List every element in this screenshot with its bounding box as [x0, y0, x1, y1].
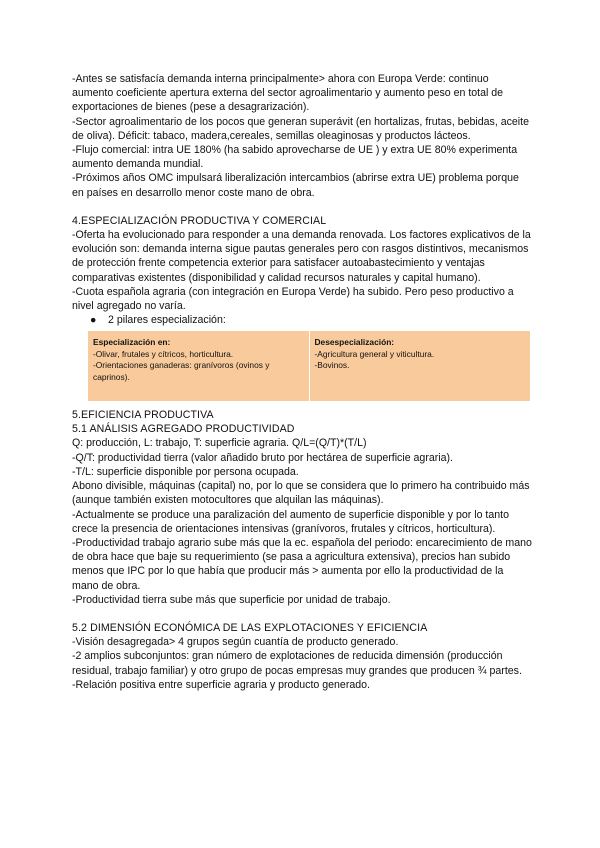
section-5-heading: 5.EFICIENCIA PRODUCTIVA	[72, 409, 214, 422]
section-5-paragraph-4: Abono divisible, máquinas (capital) no, por lo que se considera que lo primero ha contribuido más (aunque también existen motocultores que alquilan las máquinas).	[72, 480, 530, 507]
spacer	[72, 607, 532, 621]
specialization-table	[87, 330, 531, 402]
section-4-paragraph-1: -Oferta ha evolucionado para responder a una demanda renovada. Los factores explicativos de la evolución son: demanda interna sigue pautas generales pero con rasgos distintivos, mecanismos de protección frente competencia exterior para satisfacer autoabastecimiento y ventajas comparativas existentes (disponibilidad y calidad recursos naturales y capital humano).	[72, 229, 531, 284]
intro-paragraph-4: -Próximos años OMC impulsará liberalización intercambios (abrirse extra UE) problema porque en países en desarrollo menor coste mano de obra.	[72, 172, 519, 199]
section-5-2-paragraph-1: -Visión desagregada> 4 grupos según cuantía de producto generado.	[72, 636, 399, 649]
despecialization-line: -Agricultura general y viticultura.	[314, 348, 435, 359]
section-5-paragraph-7: -Productividad tierra sube más que superficie por unidad de trabajo.	[72, 593, 391, 606]
bullet-text: 2 pilares especialización:	[108, 314, 226, 327]
specialization-line: -Olivar, frutales y cítricos, horticultura.	[93, 348, 234, 359]
specialization-cell	[88, 331, 310, 402]
section-5-paragraph-5: -Actualmente se produce una paralización del aumento de superficie disponible y por lo tanto crece la presencia de orientaciones intensivas (granívoros, frutales y cítricos, horticultura).	[72, 508, 509, 535]
section-5-paragraph-3: -T/L: superficie disponible por persona ocupada.	[72, 465, 299, 478]
section-5-paragraph-2: -Q/T: productividad tierra (valor añadido bruto por hectárea de superficie agraria).	[72, 451, 453, 464]
specialization-title: Especialización en:	[93, 337, 171, 348]
section-5-2-paragraph-2: -2 amplios subconjuntos: gran número de explotaciones de reducida dimensión (producción residual, trabajo familiar) y otro grupo de pocas empresas muy grandes que producen ¾ partes.	[72, 650, 522, 677]
bullet-dot-icon: ●	[90, 314, 97, 327]
despecialization-line: -Bovinos.	[314, 360, 350, 371]
despecialization-title: Desespecialización:	[314, 337, 395, 348]
section-5-paragraph-1: Q: producción, L: trabajo, T: superficie agraria. Q/L=(Q/T)*(T/L)	[72, 437, 367, 450]
section-4-heading: 4.ESPECIALIZACIÓN PRODUCTIVA Y COMERCIAL	[72, 214, 327, 227]
intro-paragraph-2: -Sector agroalimentario de los pocos que generan superávit (en hortalizas, frutas, bebidas, aceite de oliva). Déficit: tabaco, madera,cereales, semillas oleaginosas y productos lácteos.	[72, 115, 529, 142]
section-4-paragraph-2: -Cuota española agraria (con integración en Europa Verde) ha subido. Pero peso productivo a nivel agregado no varía.	[72, 285, 514, 313]
specialization-line: -Orientaciones ganaderas: granívoros (ovinos y caprinos).	[93, 360, 270, 382]
intro-paragraph-3: -Flujo comercial: intra UE 180% (ha sabido aprovecharse de UE ) y extra UE 80% experimenta aumento demanda mundial.	[72, 144, 518, 171]
section-5-2-paragraph-3: -Relación positiva entre superficie agraria y producto generado.	[72, 678, 370, 691]
despecialization-cell	[309, 331, 531, 402]
document-page	[72, 72, 532, 692]
bullet-item	[90, 313, 532, 327]
section-5-1-heading: 5.1 ANÁLISIS AGREGADO PRODUCTIVIDAD	[72, 423, 295, 436]
section-5-paragraph-6: -Productividad trabajo agrario sube más que la ec. española del periodo: encarecimiento de mano de obra hace que baje su requerimiento (se pasa a agricultura extensiva), precios han subido menos que IPC por lo que había que producir más > aumenta por ello la productividad de la mano de obra.	[72, 536, 532, 592]
section-5-2-heading: 5.2 DIMENSIÓN ECONÓMICA DE LAS EXPLOTACIONES Y EFICIENCIA	[72, 621, 428, 634]
intro-paragraph-1: -Antes se satisfacía demanda interna principalmente> ahora con Europa Verde: continuo aumento coeficiente apertura externa del sector agroalimentario y aumento peso en total de exportaciones de bienes (pese a desagrarización).	[72, 73, 504, 114]
spacer	[72, 200, 532, 214]
